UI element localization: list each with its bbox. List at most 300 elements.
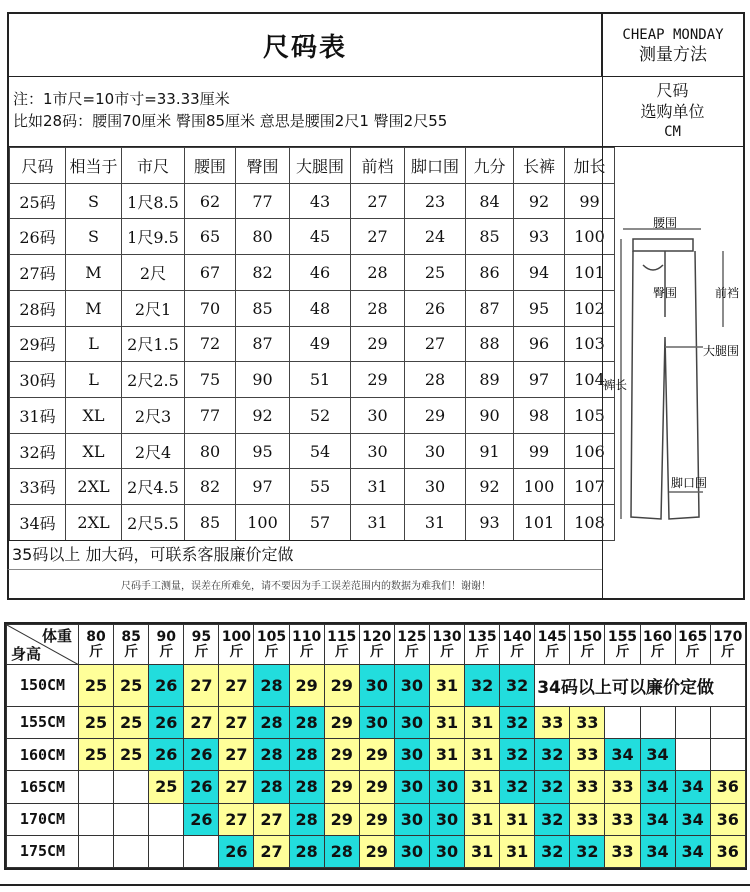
weight-height-table [6, 624, 746, 868]
right-bottom-box [602, 540, 745, 600]
size-cell: 99 [565, 183, 615, 219]
size-result-cell: 30 [429, 771, 464, 803]
height-label: 150CM [7, 665, 79, 707]
size-cell: 85 [466, 219, 514, 255]
size-result-cell: 33 [570, 803, 605, 835]
weight-value: 150 [572, 628, 602, 645]
size-result-cell: 30 [394, 803, 429, 835]
weight-value: 125 [397, 628, 427, 645]
size-result-cell: 31 [500, 835, 535, 867]
weight-header-cell [605, 625, 640, 665]
size-result-cell: 27 [219, 739, 254, 771]
size-header-cell: 大腿围 [290, 148, 351, 184]
unit-line-3: CM [664, 123, 681, 140]
jin-unit: 斤 [580, 643, 595, 660]
size-cell: 2XL [66, 469, 122, 505]
jin-unit: 斤 [685, 643, 700, 660]
size-cell: 107 [565, 469, 615, 505]
size-cell: 2尺5.5 [122, 505, 185, 541]
jin-unit: 斤 [615, 643, 630, 660]
weight-value: 135 [467, 628, 497, 645]
size-cell: 101 [565, 255, 615, 291]
size-cell: 31码 [10, 398, 66, 434]
size-cell: 67 [185, 255, 236, 291]
size-result-cell: 29 [289, 665, 324, 707]
size-cell: 98 [514, 398, 565, 434]
height-label: 165CM [7, 771, 79, 803]
size-result-cell: 25 [114, 739, 149, 771]
size-cell: 80 [185, 433, 236, 469]
size-header-cell: 长裤 [514, 148, 565, 184]
size-cell: 62 [185, 183, 236, 219]
size-result-cell: 30 [394, 771, 429, 803]
size-header-cell: 九分 [466, 148, 514, 184]
size-cell: 77 [236, 183, 290, 219]
size-row [10, 505, 615, 541]
size-row [10, 469, 615, 505]
size-result-cell [605, 706, 640, 738]
jin-unit: 斤 [264, 643, 279, 660]
weight-value: 115 [327, 628, 357, 645]
size-cell: 70 [185, 290, 236, 326]
size-cell: 28 [405, 362, 466, 398]
height-row [7, 665, 746, 707]
size-result-cell: 33 [605, 803, 640, 835]
size-result-cell: 25 [114, 706, 149, 738]
size-cell: 30 [405, 433, 466, 469]
size-result-cell: 36 [710, 803, 745, 835]
size-cell: 106 [565, 433, 615, 469]
size-cell: 30码 [10, 362, 66, 398]
size-result-cell: 29 [359, 835, 394, 867]
size-result-cell: 30 [394, 835, 429, 867]
size-result-cell: 25 [114, 665, 149, 707]
size-header-row [10, 148, 615, 184]
size-result-cell: 31 [465, 803, 500, 835]
size-cell: 89 [466, 362, 514, 398]
size-result-cell: 32 [465, 665, 500, 707]
size-cell: 86 [466, 255, 514, 291]
size-cell: 27 [351, 219, 405, 255]
size-cell: 57 [290, 505, 351, 541]
size-result-cell: 28 [324, 835, 359, 867]
size-cell: 90 [236, 362, 290, 398]
size-result-cell: 28 [254, 706, 289, 738]
size-cell: 87 [466, 290, 514, 326]
size-cell: 52 [290, 398, 351, 434]
size-result-cell: 30 [429, 835, 464, 867]
label-length: 裤长 [603, 378, 628, 392]
size-row [10, 255, 615, 291]
size-result-cell [640, 706, 675, 738]
size-table [9, 147, 615, 541]
jin-unit: 斤 [229, 643, 244, 660]
waistband-shape [633, 239, 693, 251]
size-result-cell: 28 [254, 665, 289, 707]
size-result-cell: 25 [149, 771, 184, 803]
size-cell: 90 [466, 398, 514, 434]
weight-value: 95 [191, 628, 212, 645]
size-cell: 103 [565, 326, 615, 362]
size-cell: 30 [405, 469, 466, 505]
size-cell: 54 [290, 433, 351, 469]
jin-unit: 斤 [650, 643, 665, 660]
size-row [10, 290, 615, 326]
size-result-cell: 27 [184, 665, 219, 707]
size-cell: S [66, 219, 122, 255]
size-cell: 28 [351, 255, 405, 291]
size-result-cell [184, 835, 219, 867]
size-result-cell: 33 [605, 835, 640, 867]
size-header-cell: 前档 [351, 148, 405, 184]
jin-unit: 斤 [124, 643, 139, 660]
label-thigh: 大腿围 [703, 344, 740, 358]
size-cell: 91 [466, 433, 514, 469]
size-result-cell: 32 [535, 835, 570, 867]
notes-box [7, 76, 603, 147]
footer-text-1: 35码以上 加大码，可联系客服廉价定做 [12, 545, 294, 564]
size-result-cell: 30 [394, 739, 429, 771]
height-row [7, 739, 746, 771]
unit-line-1: 尺码 [656, 80, 689, 100]
size-result-cell [675, 739, 710, 771]
size-result-cell: 34 [640, 803, 675, 835]
size-result-cell: 30 [394, 706, 429, 738]
weight-table-wrap [4, 622, 747, 870]
size-result-cell: 30 [359, 706, 394, 738]
size-result-cell: 28 [254, 771, 289, 803]
weight-value: 140 [502, 628, 532, 645]
size-cell: 97 [236, 469, 290, 505]
size-result-cell [79, 803, 114, 835]
jin-unit: 斤 [475, 643, 490, 660]
size-row [10, 183, 615, 219]
size-cell: 32码 [10, 433, 66, 469]
method-label: 测量方法 [639, 45, 707, 65]
height-label: 175CM [7, 835, 79, 867]
size-cell: 85 [185, 505, 236, 541]
size-cell: 95 [514, 290, 565, 326]
jin-unit: 斤 [194, 643, 209, 660]
size-result-cell [114, 835, 149, 867]
size-result-cell: 29 [324, 706, 359, 738]
size-table-wrap [7, 147, 606, 541]
weight-header-cell [114, 625, 149, 665]
height-label: 155CM [7, 706, 79, 738]
weight-header-cell [289, 625, 324, 665]
size-cell: 34码 [10, 505, 66, 541]
weight-value: 85 [121, 628, 141, 645]
size-cell: 104 [565, 362, 615, 398]
footer-line-2 [7, 570, 603, 600]
size-result-cell: 28 [289, 771, 324, 803]
jin-unit: 斤 [89, 643, 104, 660]
weight-value: 100 [221, 628, 252, 645]
weight-header-cell [535, 625, 570, 665]
size-row [10, 362, 615, 398]
size-cell: 23 [405, 183, 466, 219]
size-result-cell: 26 [149, 665, 184, 707]
size-cell: 95 [236, 433, 290, 469]
size-result-cell: 32 [535, 803, 570, 835]
size-cell: L [66, 362, 122, 398]
size-result-cell: 34 [675, 771, 710, 803]
size-result-cell [675, 706, 710, 738]
label-hem: 脚口围 [671, 476, 708, 490]
size-result-cell: 27 [219, 803, 254, 835]
size-result-cell: 31 [465, 835, 500, 867]
size-result-cell: 36 [710, 771, 745, 803]
size-result-cell: 32 [535, 771, 570, 803]
size-result-cell: 28 [289, 739, 324, 771]
weight-header-cell [570, 625, 605, 665]
size-cell: 31 [351, 469, 405, 505]
size-cell: 29 [351, 362, 405, 398]
size-row [10, 398, 615, 434]
size-result-cell: 29 [359, 803, 394, 835]
size-cell: 2尺4 [122, 433, 185, 469]
weight-value: 120 [362, 628, 392, 645]
size-header-cell: 腰围 [185, 148, 236, 184]
size-cell: 48 [290, 290, 351, 326]
size-cell: 31 [351, 505, 405, 541]
size-result-cell: 31 [500, 803, 535, 835]
size-cell: 2尺1.5 [122, 326, 185, 362]
label-rise: 前裆 [715, 286, 740, 300]
unit-box [602, 76, 745, 147]
size-cell: L [66, 326, 122, 362]
size-result-cell [710, 739, 745, 771]
size-result-cell: 27 [184, 706, 219, 738]
size-cell: XL [66, 398, 122, 434]
size-cell: 51 [290, 362, 351, 398]
size-result-cell: 31 [429, 706, 464, 738]
size-result-cell: 28 [289, 835, 324, 867]
size-cell: XL [66, 433, 122, 469]
size-result-cell: 26 [184, 739, 219, 771]
size-result-cell: 27 [254, 803, 289, 835]
size-result-cell [149, 835, 184, 867]
size-cell: 100 [236, 505, 290, 541]
weight-header-cell [640, 625, 675, 665]
note-line-2: 比如28码：腰围70厘米 臀围85厘米 意思是腰围2尺1 臀围2尺55 [13, 112, 448, 130]
size-result-cell: 26 [184, 803, 219, 835]
size-cell: 29 [351, 326, 405, 362]
size-result-cell [149, 803, 184, 835]
jin-unit: 斤 [545, 643, 560, 660]
size-cell: 77 [185, 398, 236, 434]
size-result-cell: 30 [429, 803, 464, 835]
size-header-cell: 市尺 [122, 148, 185, 184]
size-result-cell: 31 [429, 665, 464, 707]
size-result-cell: 25 [79, 706, 114, 738]
size-result-cell: 25 [79, 739, 114, 771]
unit-line-2: 选购单位 [640, 101, 705, 121]
size-result-cell [114, 803, 149, 835]
size-result-cell: 28 [254, 739, 289, 771]
size-cell: 105 [565, 398, 615, 434]
label-hip: 臀围 [653, 286, 678, 300]
weight-header-cell [324, 625, 359, 665]
weight-header-cell [219, 625, 254, 665]
size-cell: 82 [185, 469, 236, 505]
size-cell: M [66, 255, 122, 291]
size-cell: 1尺9.5 [122, 219, 185, 255]
page-title-box [7, 12, 603, 77]
size-result-cell: 27 [219, 665, 254, 707]
size-cell: 25码 [10, 183, 66, 219]
weight-value: 110 [291, 628, 322, 645]
size-cell: 102 [565, 290, 615, 326]
size-result-cell: 31 [465, 706, 500, 738]
jin-unit: 斤 [404, 643, 419, 660]
size-cell: M [66, 290, 122, 326]
size-header-cell: 臀围 [236, 148, 290, 184]
size-cell: 29码 [10, 326, 66, 362]
height-row [7, 835, 746, 867]
size-result-cell: 28 [289, 706, 324, 738]
height-row [7, 771, 746, 803]
size-result-cell: 26 [149, 739, 184, 771]
jin-unit: 斤 [369, 643, 384, 660]
size-result-cell: 25 [79, 665, 114, 707]
size-cell: 27 [405, 326, 466, 362]
size-cell: 24 [405, 219, 466, 255]
weight-header-cell [710, 625, 745, 665]
size-cell: 25 [405, 255, 466, 291]
weight-header-cell [394, 625, 429, 665]
weight-value: 105 [256, 628, 287, 645]
weight-value: 130 [432, 628, 462, 645]
weight-value: 170 [713, 628, 743, 645]
weight-value: 160 [642, 628, 673, 645]
size-cell: 100 [514, 469, 565, 505]
weight-header-cell [149, 625, 184, 665]
weight-value: 90 [156, 628, 176, 645]
size-cell: 45 [290, 219, 351, 255]
height-label: 160CM [7, 739, 79, 771]
size-result-cell: 26 [149, 706, 184, 738]
jin-unit: 斤 [159, 643, 174, 660]
size-cell: 28码 [10, 290, 66, 326]
size-result-cell: 29 [324, 665, 359, 707]
size-cell: 75 [185, 362, 236, 398]
size-result-cell: 32 [500, 665, 535, 707]
size-result-cell: 36 [710, 835, 745, 867]
weight-header-cell [184, 625, 219, 665]
size-cell: 94 [514, 255, 565, 291]
size-result-cell: 29 [359, 771, 394, 803]
pants-diagram-svg [603, 147, 744, 541]
size-cell: 72 [185, 326, 236, 362]
jin-unit: 斤 [439, 643, 454, 660]
weight-value: 165 [678, 628, 708, 645]
jin-unit: 斤 [334, 643, 349, 660]
size-cell: 1尺8.5 [122, 183, 185, 219]
size-cell: 33码 [10, 469, 66, 505]
size-cell: 108 [565, 505, 615, 541]
note-line-1: 注：1市尺=10市寸=33.33厘米 [13, 90, 230, 108]
size-header-cell: 相当于 [66, 148, 122, 184]
weight-header-cell [429, 625, 464, 665]
size-result-cell: 27 [219, 706, 254, 738]
brand-box [602, 12, 745, 77]
size-result-cell: 26 [184, 771, 219, 803]
custom-size-note: 34码以上可以廉价定做 [535, 665, 746, 707]
size-cell: 27 [351, 183, 405, 219]
size-result-cell: 27 [254, 835, 289, 867]
size-result-cell: 27 [219, 771, 254, 803]
size-cell: 84 [466, 183, 514, 219]
size-cell: 2尺2.5 [122, 362, 185, 398]
size-cell: S [66, 183, 122, 219]
size-cell: 49 [290, 326, 351, 362]
size-result-cell: 31 [429, 739, 464, 771]
size-result-cell [114, 771, 149, 803]
size-cell: 65 [185, 219, 236, 255]
size-cell: 93 [514, 219, 565, 255]
size-header-cell: 尺码 [10, 148, 66, 184]
size-result-cell: 30 [359, 665, 394, 707]
size-result-cell: 33 [605, 771, 640, 803]
size-cell: 87 [236, 326, 290, 362]
jin-unit: 斤 [720, 643, 735, 660]
size-cell: 92 [466, 469, 514, 505]
weight-value: 80 [86, 628, 106, 645]
size-result-cell: 31 [465, 739, 500, 771]
size-cell: 28 [351, 290, 405, 326]
size-row [10, 219, 615, 255]
size-result-cell: 29 [359, 739, 394, 771]
size-result-cell: 32 [500, 739, 535, 771]
jin-unit: 斤 [510, 643, 525, 660]
size-result-cell: 32 [500, 706, 535, 738]
size-result-cell: 32 [535, 739, 570, 771]
footer-text-2: 尺码手工测量，误差在所难免，请不要因为手工误差范围内的数据为难我们！谢谢！ [121, 580, 491, 592]
size-cell: 100 [565, 219, 615, 255]
size-cell: 2尺1 [122, 290, 185, 326]
weight-value: 155 [607, 628, 638, 645]
corner-cell [7, 625, 79, 665]
size-cell: 30 [351, 398, 405, 434]
weight-header-row [7, 625, 746, 665]
size-cell: 92 [236, 398, 290, 434]
size-cell: 96 [514, 326, 565, 362]
size-result-cell: 34 [675, 803, 710, 835]
size-cell: 2尺4.5 [122, 469, 185, 505]
size-result-cell: 34 [640, 835, 675, 867]
size-cell: 26码 [10, 219, 66, 255]
measure-diagram [602, 147, 745, 541]
size-result-cell: 29 [324, 771, 359, 803]
size-result-cell: 29 [324, 803, 359, 835]
size-cell: 2尺3 [122, 398, 185, 434]
corner-height-label: 身高 [11, 644, 42, 663]
size-result-cell: 26 [219, 835, 254, 867]
size-result-cell: 34 [640, 739, 675, 771]
size-cell: 92 [514, 183, 565, 219]
size-result-cell: 34 [605, 739, 640, 771]
size-cell: 46 [290, 255, 351, 291]
jin-unit: 斤 [299, 643, 314, 660]
size-cell: 26 [405, 290, 466, 326]
height-row [7, 803, 746, 835]
size-header-cell: 加长 [565, 148, 615, 184]
size-cell: 2尺 [122, 255, 185, 291]
page-title: 尺码表 [262, 32, 347, 63]
size-result-cell: 34 [675, 835, 710, 867]
height-label: 170CM [7, 803, 79, 835]
